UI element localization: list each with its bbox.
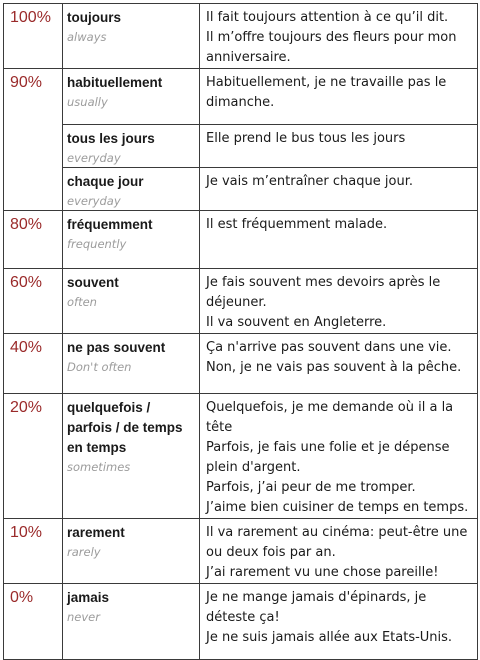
example-line: ou deux fois par an. [206, 545, 336, 560]
adverb-term: parfois / de temps [67, 420, 183, 435]
percent-label: 10% [10, 524, 43, 541]
example-line: Il est fréquemment malade. [206, 217, 388, 232]
adverb-cell [63, 334, 200, 394]
adverb-term: habituellement [67, 75, 163, 90]
example-line: Il m’offre toujours des fleurs pour mon [206, 30, 457, 45]
percent-label: 20% [10, 399, 43, 416]
examples-cell [200, 269, 478, 334]
adverb-translation: rarely [67, 545, 101, 559]
adverb-translation: frequently [67, 237, 127, 251]
adverb-translation: everyday [67, 151, 121, 165]
example-line: anniversaire. [206, 50, 291, 65]
example-line: tête [206, 420, 233, 435]
examples-cell [200, 584, 478, 660]
adverb-translation: sometimes [67, 460, 131, 474]
adverb-translation: Don't often [67, 360, 132, 374]
example-line: Je ne suis jamais allée aux Etats-Unis. [206, 630, 453, 645]
table-row [4, 584, 478, 660]
adverb-translation: always [67, 30, 107, 44]
table-row [4, 211, 478, 269]
percent-label: 100% [10, 9, 51, 26]
adverb-translation: never [67, 610, 100, 624]
example-line: Il fait toujours attention à ce qu’il dit. [206, 10, 449, 25]
example-line: Il va rarement au cinéma: peut-être une [206, 525, 468, 540]
adverb-term: toujours [67, 10, 121, 25]
adverb-term: tous les jours [67, 131, 155, 146]
adverb-cell [63, 519, 200, 584]
adverb-cell [63, 4, 200, 69]
frequency-adverbs-sheet [3, 3, 477, 660]
table-row [4, 168, 478, 211]
adverb-term: quelquefois / [67, 400, 151, 415]
example-line: Ça n'arrive pas souvent dans une vie. [206, 340, 452, 355]
example-line: Il va souvent en Angleterre. [206, 315, 387, 330]
percent-cell [4, 519, 63, 584]
adverb-term: chaque jour [67, 174, 144, 189]
example-line: Quelquefois, je me demande où il a la [206, 400, 454, 415]
examples-cell [200, 519, 478, 584]
example-line: Je vais m’entraîner chaque jour. [206, 174, 413, 189]
example-line: plein d'argent. [206, 460, 301, 475]
adverb-term: souvent [67, 275, 119, 290]
adverb-cell [63, 584, 200, 660]
percent-label: 90% [10, 74, 43, 91]
adverb-translation: usually [67, 95, 108, 109]
percent-cell [4, 584, 63, 660]
adverb-translation: often [67, 295, 97, 309]
examples-cell [200, 168, 478, 211]
adverb-cell [63, 125, 200, 168]
example-line: Habituellement, je ne travaille pas le [206, 75, 447, 90]
percent-cell [4, 211, 63, 269]
example-line: Je fais souvent mes devoirs après le [206, 275, 441, 290]
percent-label: 80% [10, 216, 43, 233]
percent-cell [4, 269, 63, 334]
table-row [4, 269, 478, 334]
table-row [4, 519, 478, 584]
examples-cell [200, 394, 478, 519]
table-row [4, 69, 478, 125]
adverb-cell [63, 168, 200, 211]
percent-label: 60% [10, 274, 43, 291]
example-line: Parfois, j’ai peur de me tromper. [206, 480, 416, 495]
adverb-cell [63, 394, 200, 519]
percent-label: 0% [10, 589, 34, 606]
adverb-cell [63, 69, 200, 125]
example-line: Elle prend le bus tous les jours [206, 131, 406, 146]
example-line: Non, je ne vais pas souvent à la pêche. [206, 360, 462, 375]
adverb-term: fréquemment [67, 217, 153, 232]
example-line: J’aime bien cuisiner de temps en temps. [206, 500, 469, 515]
example-line: Je ne mange jamais d'épinards, je [206, 590, 427, 605]
percent-cell [4, 69, 63, 211]
adverb-term: en temps [67, 440, 127, 455]
frequency-adverbs-table [3, 3, 478, 660]
example-line: dimanche. [206, 95, 275, 110]
examples-cell [200, 69, 478, 125]
adverb-cell [63, 211, 200, 269]
percent-cell [4, 4, 63, 69]
table-row [4, 334, 478, 394]
examples-cell [200, 334, 478, 394]
percent-label: 40% [10, 339, 43, 356]
percent-cell [4, 334, 63, 394]
examples-cell [200, 211, 478, 269]
example-line: déjeuner. [206, 295, 267, 310]
adverb-term: rarement [67, 525, 125, 540]
examples-cell [200, 4, 478, 69]
table-row [4, 4, 478, 69]
example-line: J’ai rarement vu une chose pareille! [206, 565, 439, 580]
table-row [4, 394, 478, 519]
example-line: déteste ça! [206, 610, 280, 625]
example-line: Parfois, je fais une folie et je dépense [206, 440, 450, 455]
adverb-term: ne pas souvent [67, 340, 166, 355]
examples-cell [200, 125, 478, 168]
adverb-cell [63, 269, 200, 334]
adverb-term: jamais [67, 590, 110, 605]
adverb-translation: everyday [67, 194, 121, 208]
table-row [4, 125, 478, 168]
percent-cell [4, 394, 63, 519]
